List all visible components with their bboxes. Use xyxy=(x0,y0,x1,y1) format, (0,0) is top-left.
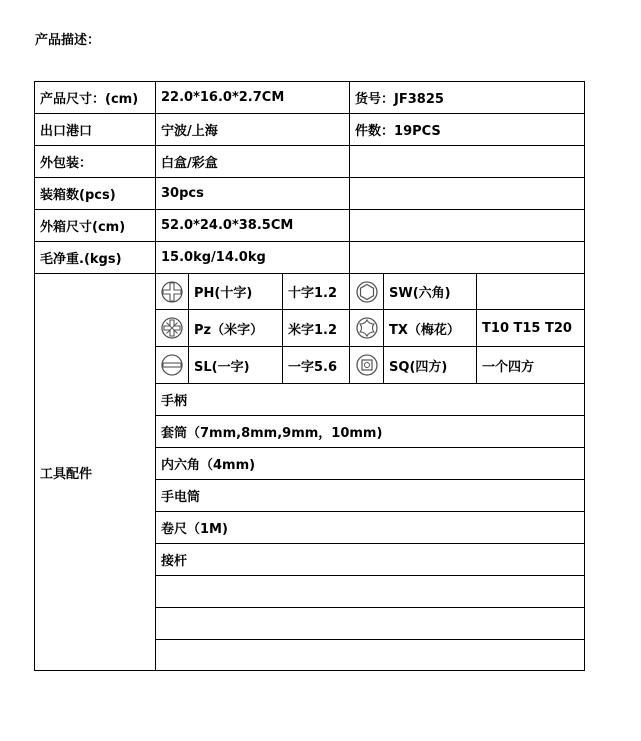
bit-size: T10 T15 T20 xyxy=(477,310,585,347)
accessory-item xyxy=(156,640,585,671)
accessory-item: 接杆 xyxy=(156,544,585,576)
bit-size xyxy=(477,274,585,310)
phillips-icon xyxy=(156,274,189,310)
packing-label: 外包装： xyxy=(35,146,156,178)
port-value: 宁波/上海 xyxy=(156,114,350,146)
empty-cell xyxy=(350,210,585,242)
accessory-item xyxy=(156,608,585,640)
size-value: 22.0*16.0*2.7CM xyxy=(156,82,350,114)
accessory-item: 内六角（4mm) xyxy=(156,448,585,480)
empty-cell xyxy=(350,146,585,178)
hex-icon xyxy=(350,274,384,310)
square-icon xyxy=(350,347,384,384)
weight-label: 毛净重.(kgs) xyxy=(35,242,156,274)
item-number: 货号：JF3825 xyxy=(350,82,585,114)
accessory-item: 卷尺（1M) xyxy=(156,512,585,544)
torx-icon xyxy=(350,310,384,347)
bit-size: 一字5.6 xyxy=(283,347,350,384)
slotted-icon xyxy=(156,347,189,384)
bit-size: 米字1.2 xyxy=(283,310,350,347)
bit-size: 十字1.2 xyxy=(283,274,350,310)
bit-name: TX（梅花） xyxy=(384,310,477,347)
bit-size: 一个四方 xyxy=(477,347,585,384)
accessory-item: 手电筒 xyxy=(156,480,585,512)
accessory-item xyxy=(156,576,585,608)
qty-label: 装箱数(pcs) xyxy=(35,178,156,210)
accessory-item: 套筒（7mm,8mm,9mm，10mm) xyxy=(156,416,585,448)
packing-value: 白盒/彩盒 xyxy=(156,146,350,178)
empty-cell xyxy=(350,178,585,210)
size-label: 产品尺寸：(cm) xyxy=(35,82,156,114)
qty-value: 30pcs xyxy=(156,178,350,210)
carton-value: 52.0*24.0*38.5CM xyxy=(156,210,350,242)
carton-label: 外箱尺寸(cm) xyxy=(35,210,156,242)
empty-cell xyxy=(350,242,585,274)
tools-label: 工具配件 xyxy=(35,274,156,671)
pozidriv-icon xyxy=(156,310,189,347)
spec-table xyxy=(34,81,585,671)
weight-value: 15.0kg/14.0kg xyxy=(156,242,350,274)
bit-name: SL(一字) xyxy=(189,347,283,384)
bit-name: SQ(四方) xyxy=(384,347,477,384)
pieces-count: 件数：19PCS xyxy=(350,114,585,146)
accessory-item: 手柄 xyxy=(156,384,585,416)
bit-name: Pz（米字） xyxy=(189,310,283,347)
bit-name: SW(六角) xyxy=(384,274,477,310)
bit-name: PH(十字) xyxy=(189,274,283,310)
port-label: 出口港口 xyxy=(35,114,156,146)
page-title: 产品描述： xyxy=(35,33,101,48)
